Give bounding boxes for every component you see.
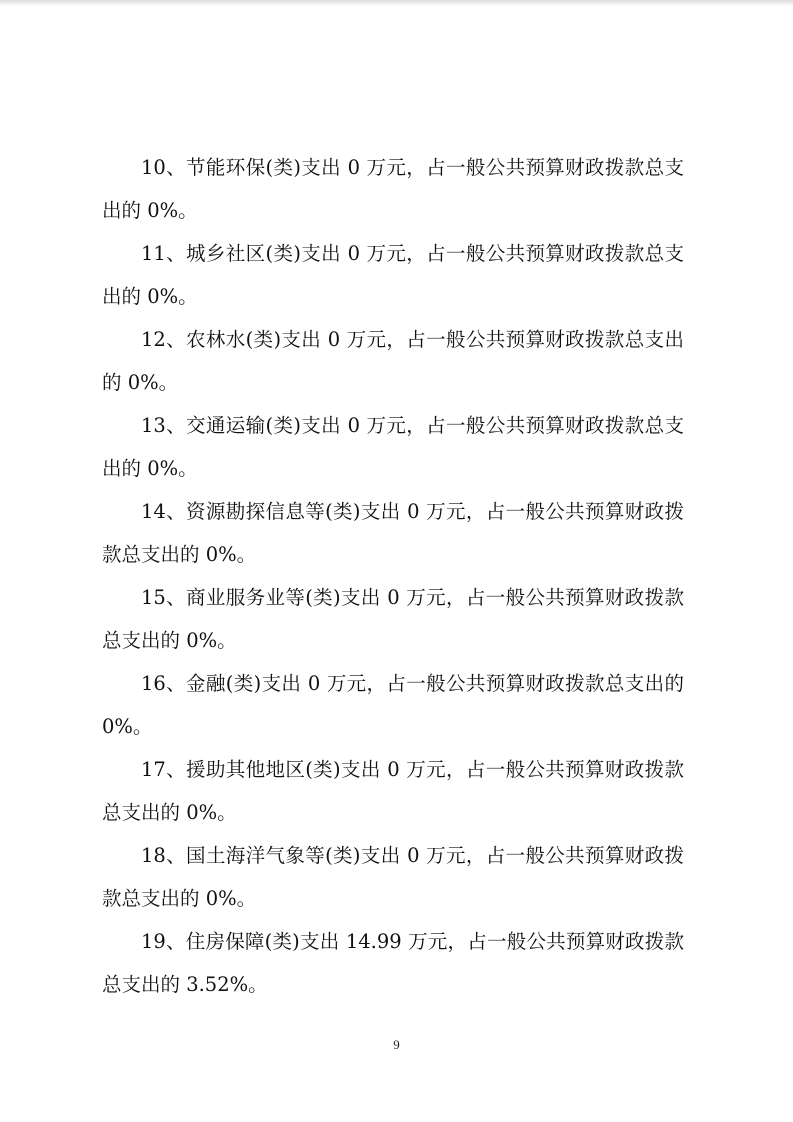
paragraph-item-10: 10、节能环保(类)支出 0 万元，占一般公共预算财政拨款总支出的 0%。 xyxy=(102,156,684,222)
paragraph-item-12: 12、农林水(类)支出 0 万元，占一般公共预算财政拨款总支出的 0%。 xyxy=(102,328,684,394)
paragraph-item-13: 13、交通运输(类)支出 0 万元，占一般公共预算财政拨款总支出的 0%。 xyxy=(102,414,684,480)
scan-top-edge xyxy=(0,0,793,6)
document-body xyxy=(102,146,684,1006)
paragraph-item-11: 11、城乡社区(类)支出 0 万元，占一般公共预算财政拨款总支出的 0%。 xyxy=(102,242,684,308)
paragraph-item-15: 15、商业服务业等(类)支出 0 万元，占一般公共预算财政拨款总支出的 0%。 xyxy=(102,586,684,652)
paragraph-item-14: 14、资源勘探信息等(类)支出 0 万元，占一般公共预算财政拨款总支出的 0%。 xyxy=(102,500,684,566)
paragraph-item-18: 18、国土海洋气象等(类)支出 0 万元，占一般公共预算财政拨款总支出的 0%。 xyxy=(102,844,684,910)
paragraph-item-16: 16、金融(类)支出 0 万元，占一般公共预算财政拨款总支出的 0%。 xyxy=(102,672,684,738)
paragraph-item-19: 19、住房保障(类)支出 14.99 万元，占一般公共预算财政拨款总支出的 3.52%。 xyxy=(102,930,684,996)
paragraph-item-17: 17、援助其他地区(类)支出 0 万元，占一般公共预算财政拨款总支出的 0%。 xyxy=(102,758,684,824)
page-number: 9 xyxy=(393,1037,400,1052)
